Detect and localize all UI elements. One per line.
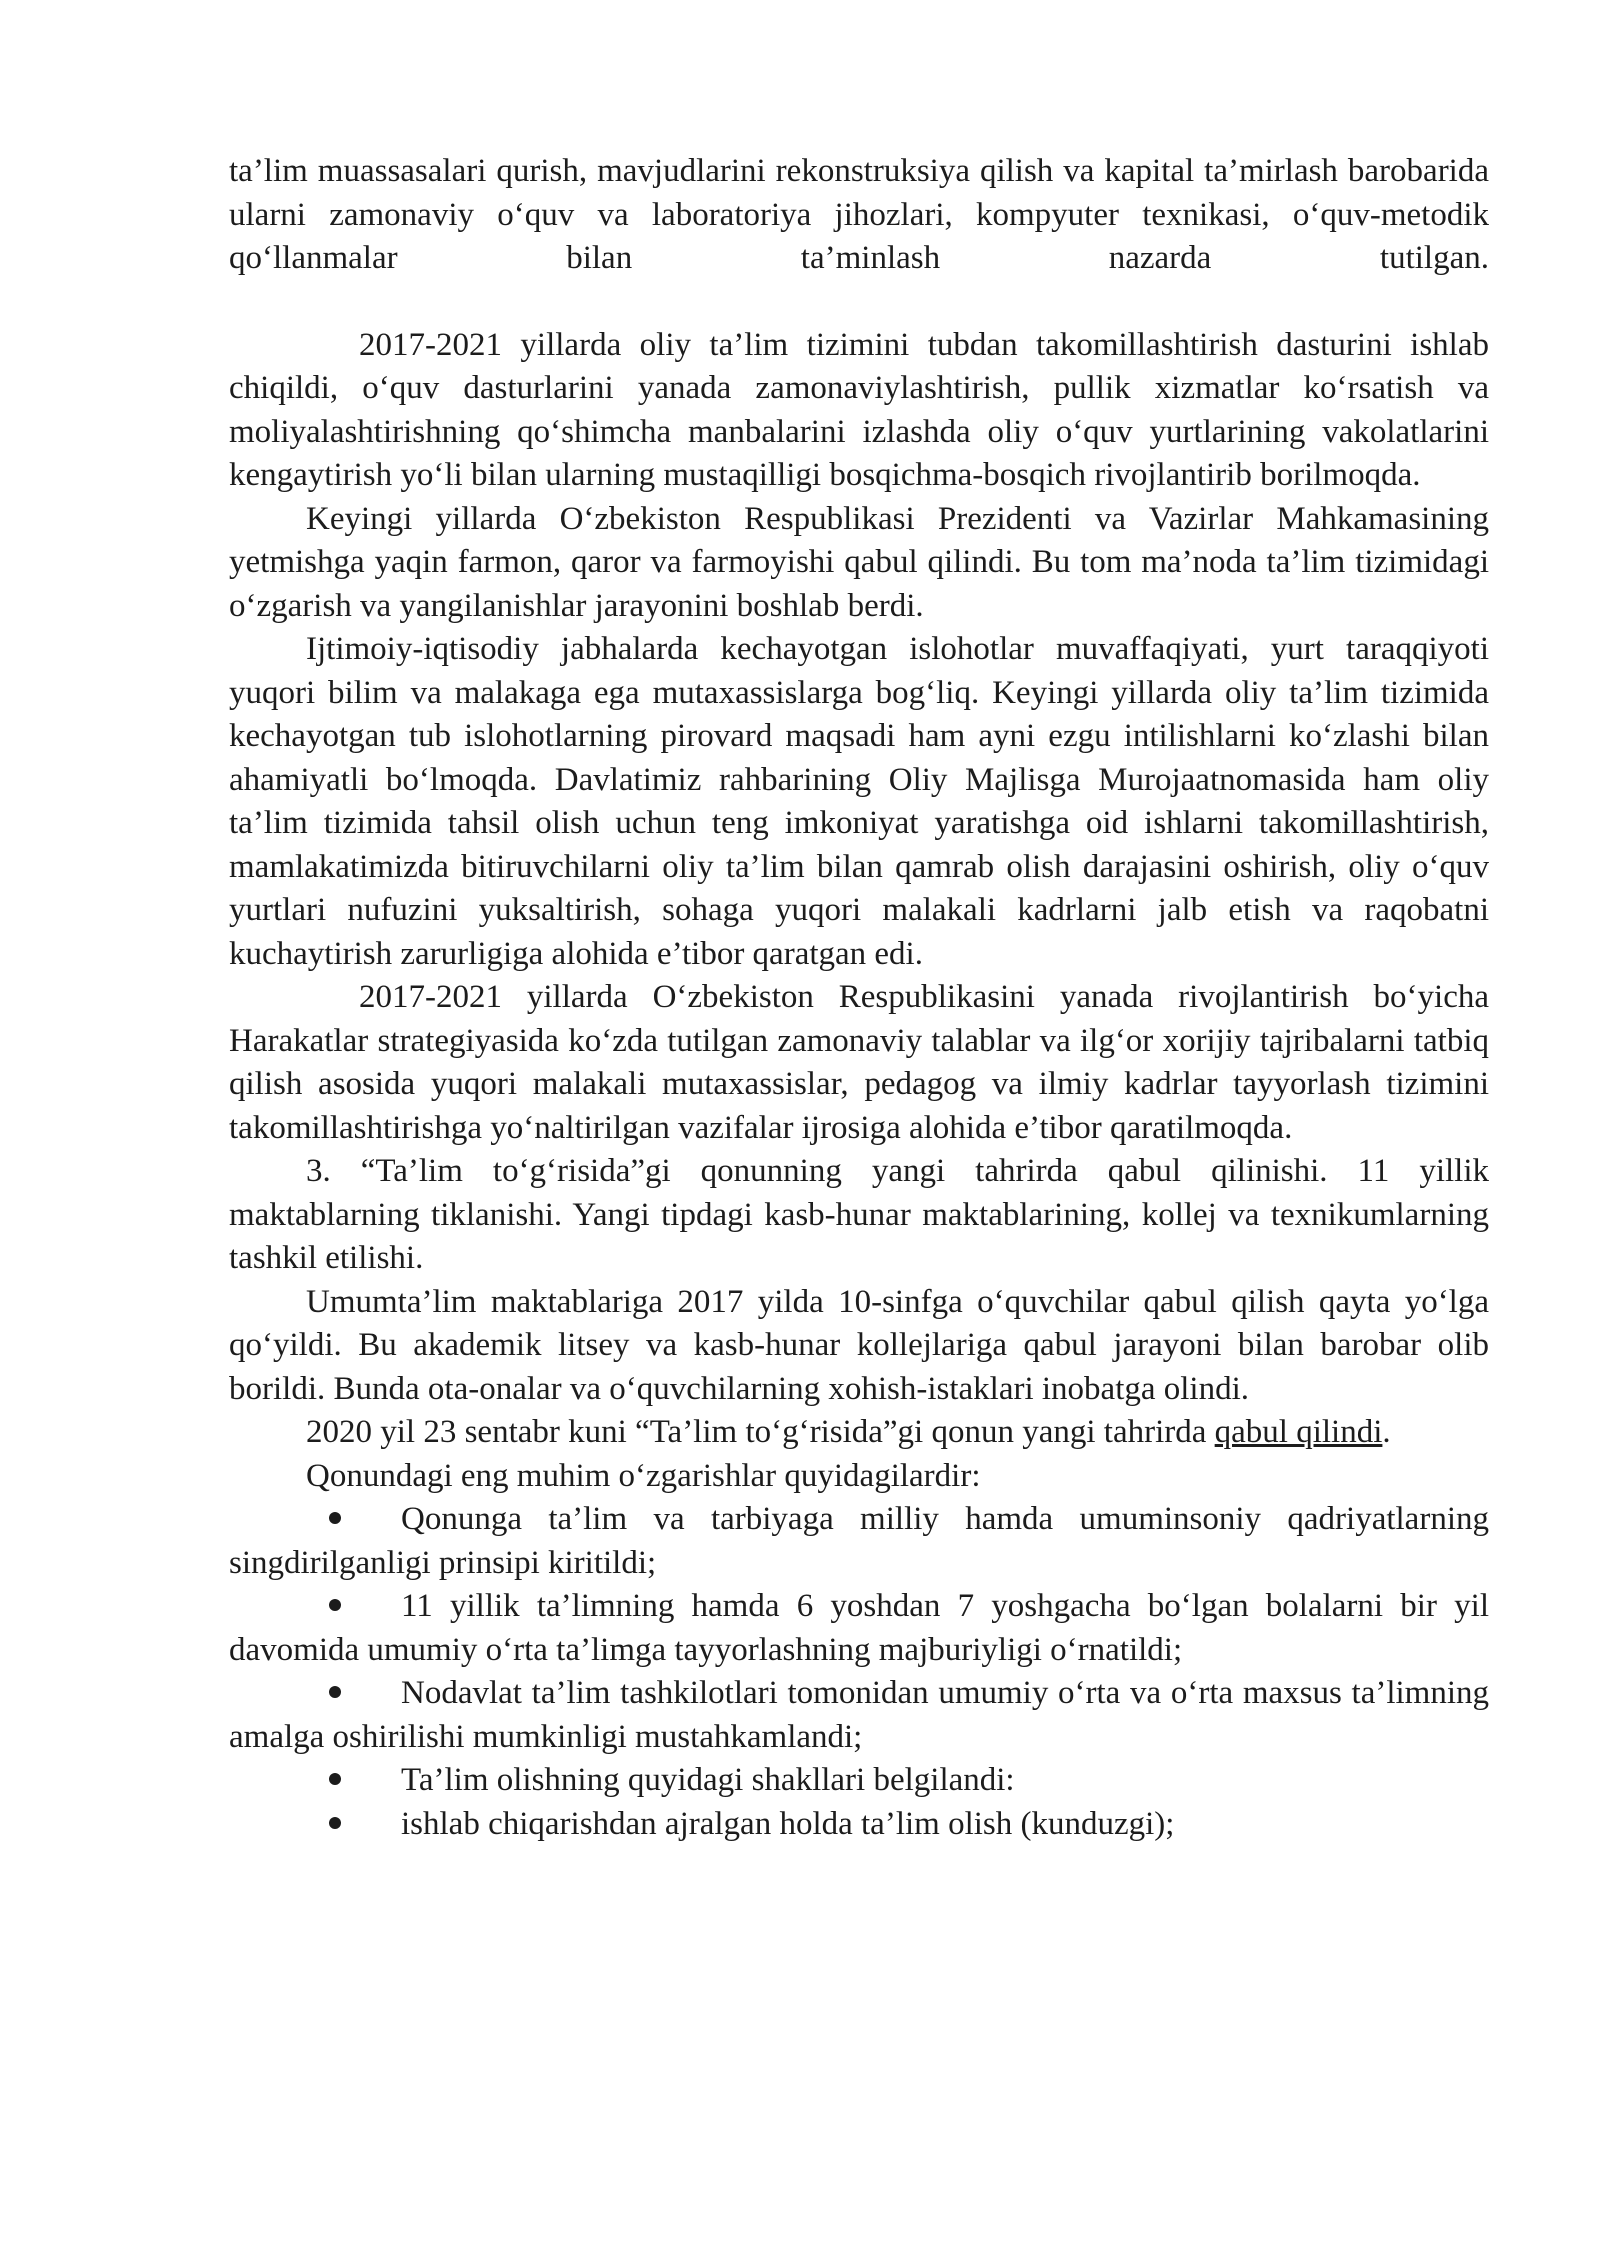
paragraph-8-text: 2020 yil 23 sentabr kuni “Ta’lim to‘g‘risida”gi qonun yangi tahrirda	[306, 1414, 1215, 1450]
list-item-text: Nodavlat ta’lim tashkilotlari tomonidan umumiy o‘rta va o‘rta maxsus ta’limning amalga oshirilishi mumkinligi mustahkamlandi;	[229, 1675, 1489, 1755]
list-item-text: ishlab chiqarishdan ajralgan holda ta’lim olish (kunduzgi);	[401, 1805, 1175, 1842]
paragraph-2: 2017-2021 yillarda oliy ta’lim tizimini tubdan takomillashtirish dasturini ishlab chiqildi, o‘quv dasturlarini yanada zamonaviylashtirish, pullik xizmatlar ko‘rsatish va moliyalashtirishning qo‘shimcha manbalarini izlashda oliy o‘quv yurtlarining vakolatlarini kengaytirish yo‘li bilan ularning mustaqilligi bosqichma-bosqich rivojlantirib borilmoqda.	[229, 326, 1489, 493]
paragraph-7: Umumta’lim maktablariga 2017 yilda 10-sinfga o‘quvchilar qabul qilish qayta yo‘lga qo‘yildi. Bu akademik litsey va kasb-hunar kollejlariga qabul jarayoni bilan barobar olib borildi. Bunda ota-onalar va o‘quvchilarning xohish-istaklari inobatga olindi.	[229, 1283, 1489, 1407]
list-item	[229, 1672, 1489, 1759]
paragraph-1: ta’lim muassasalari qurish, mavjudlarini rekonstruksiya qilish va kapital ta’mirlash barobarida ularni zamonaviy o‘quv va laboratoriya jihozlari, kompyuter texnikasi, o‘quv-metodik qo‘llanmalar bilan ta’minlash nazarda tutilgan.	[229, 153, 1489, 276]
bullet-icon	[329, 1686, 341, 1698]
bullet-icon	[329, 1512, 341, 1524]
paragraph-9: Qonundagi eng muhim o‘zgarishlar quyidagilardir:	[306, 1457, 981, 1494]
list-item	[229, 1585, 1489, 1672]
list-item-text: Qonunga ta’lim va tarbiyaga milliy hamda umuminsoniy qadriyatlarning singdirilganligi prinsipi kiritildi;	[229, 1501, 1489, 1581]
list-item	[229, 1498, 1489, 1585]
list-item	[229, 1759, 1489, 1803]
document-page	[229, 150, 1489, 1846]
list-item	[229, 1803, 1489, 1847]
list-item-text: 11 yillik ta’limning hamda 6 yoshdan 7 yoshgacha bo‘lgan bolalarni bir yil davomida umumiy o‘rta ta’limga tayyorlashning majburiyligi o‘rnatildi;	[229, 1588, 1489, 1668]
paragraph-gap	[229, 281, 1489, 324]
paragraph-3: Keyingi yillarda O‘zbekiston Respublikasi Prezidenti va Vazirlar Mahkamasining yetmishga yaqin farmon, qaror va farmoyishi qabul qilindi. Bu tom ma’noda ta’lim tizimidagi o‘zgarish va yangilanishlar jarayonini boshlab berdi.	[229, 500, 1489, 624]
paragraph-8	[229, 1411, 1489, 1455]
bullet-icon	[329, 1773, 341, 1785]
paragraph-8-end: .	[1382, 1414, 1391, 1450]
qabul-qilindi-link[interactable]: qabul qilindi	[1214, 1414, 1383, 1450]
paragraph-6: 3. “Ta’lim to‘g‘risida”gi qonunning yangi tahrirda qabul qilinishi. 11 yillik maktablarning tiklanishi. Yangi tipdagi kasb-hunar maktablarining, kollej va texnikumlarning tashkil etilishi.	[229, 1153, 1489, 1276]
paragraph-5: 2017-2021 yillarda O‘zbekiston Respublikasini yanada rivojlantirish bo‘yicha Harakatlar strategiyasida ko‘zda tutilgan zamonaviy talablar va ilg‘or xorijiy tajribalarni tatbiq qilish asosida yuqori malakali mutaxassislar, pedagog va ilmiy kadrlar tayyorlash tizimini takomillashtirishga yo‘naltirilgan vazifalar ijrosiga alohida e’tibor qaratilmoqda.	[229, 979, 1489, 1146]
list-item-text: Ta’lim olishning quyidagi shakllari belgilandi:	[401, 1762, 1015, 1798]
paragraph-4: Ijtimoiy-iqtisodiy jabhalarda kechayotgan islohotlar muvaffaqiyati, yurt taraqqiyoti yuqori bilim va malakaga ega mutaxassislarga bog‘liq. Keyingi yillarda oliy ta’lim tizimida kechayotgan tub islohotlarning pirovard maqsadi ham ayni ezgu intilishlarni ko‘zlashi bilan ahamiyatli bo‘lmoqda. Davlatimiz rahbarining Oliy Majlisga Murojaatnomasida ham oliy ta’lim tizimida tahsil olish uchun teng imkoniyat yaratishga oid ishlarni takomillashtirish, mamlakatimizda bitiruvchilarni oliy ta’lim bilan qamrab olish darajasini oshirish, oliy o‘quv yurtlari nufuzini yuksaltirish, sohaga yuqori malakali kadrlarni jalb etish va raqobatni kuchaytirish zarurligiga alohida e’tibor qaratgan edi.	[229, 631, 1489, 972]
bullet-icon	[329, 1817, 341, 1829]
bullet-icon	[329, 1599, 341, 1611]
